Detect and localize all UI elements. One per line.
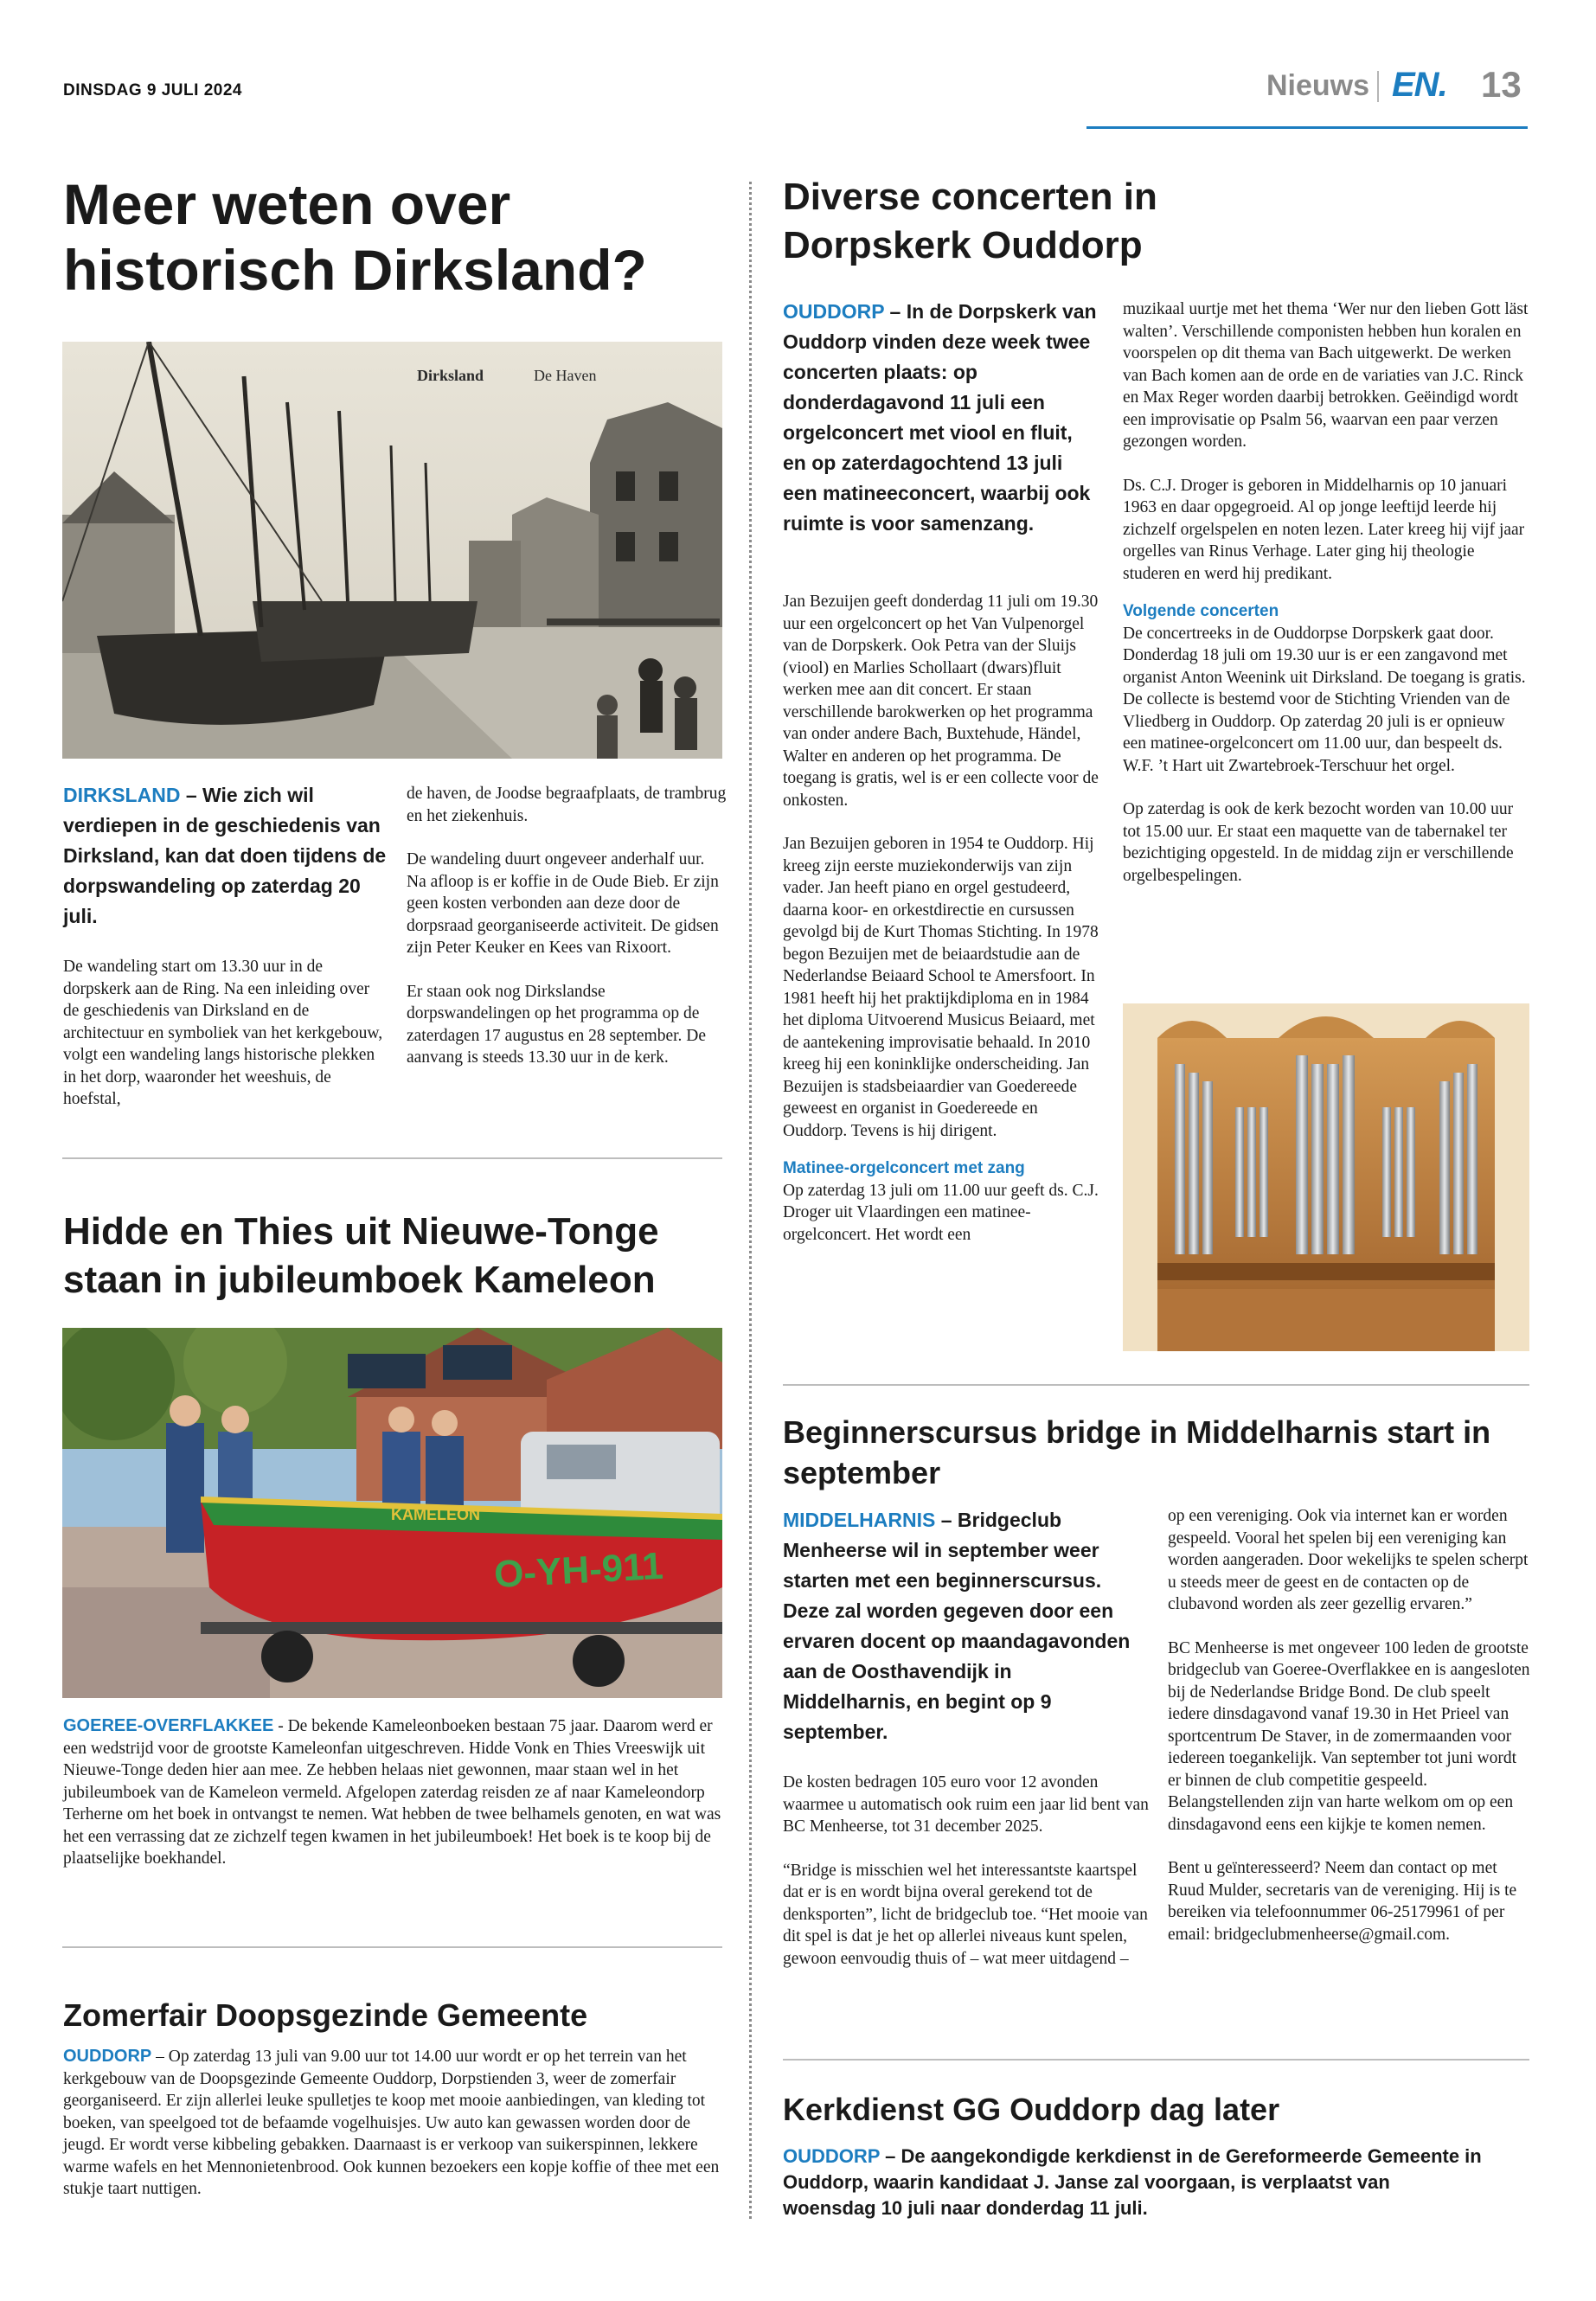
section-rule [783,2059,1529,2061]
paragraph: De concertreeks in de Ouddorpse Dorpskerk gaat door. Donderdag 18 juli om 19.30 uur is er een zangavond met organist Anton Weenink uit Dirksland. De toegang is gratis. De collecte is bestemd voor de Stichting Vrienden van de Vliedberg in Ouddorp. Op zaterdag 20 juli is er opnieuw een matinee-orgelconcert om 11.00 uur, dan bespeelt ds. W.F. ’t Hart uit Zwartebroek-Terschuur het orgel. [1123,624,1526,775]
paragraph: Ds. C.J. Droger is geboren in Middelharnis op 10 januari 1963 en daar opgegroeid. Al op jonge leeftijd leerde hij zichzelf orgelspelen en noten lezen. Later kreeg hij vijf jaar orgelles van Rinus Verhage. Later ging hij theologie studeren en werd hij predikant. [1123,476,1525,583]
paragraph: Op zaterdag is ook de kerk bezocht worden van 10.00 uur tot 15.00 uur. Er staat een maquette van de tabernakel ter bezichtiging opgesteld. In de middag zijn er verschillende orgelbespelingen. [1123,800,1514,885]
lead-dirksland [63,780,392,932]
photo-caption-haven: De Haven [534,367,597,384]
body-bridge-col1 [783,1772,1151,1991]
article-title-kameleon: Hidde en Thies uit Nieuwe-Tonge staan in jubileumboek Kameleon [63,1210,659,1301]
subheading-volgende: Volgende concerten [1123,602,1279,620]
photo-church-organ [1123,1003,1529,1351]
body-concerten-col2 [1123,298,1529,908]
kicker-zomerfair: OUDDORP [63,2047,152,2066]
paragraph: De wandeling duurt ongeveer anderhalf uur. Na afloop is er koffie in de Oude Bieb. Er zijn geen kosten verbonden aan deze door de dorpsraad georganiseerde activiteit. De gidsen zijn Peter Keuker en Kees van Rixoort. [407,850,719,957]
lead-text-dirksland: – Wie zich wil verdiepen in de geschiedenis van Dirksland, kan dat doen tijdens de dorpswandeling op zaterdag 20 juli. [63,784,387,927]
paragraph: De kosten bedragen 105 euro voor 12 avonden waarmee u automatisch ook ruim een jaar lid bent van BC Menheerse, tot 31 december 2025. [783,1773,1149,1836]
lead-text-bridge: – Bridgeclub Menheerse wil in september weer starten met een beginnerscursus. Deze zal worden gegeven door een ervaren docent op maandagavonden aan de Oosthavendijk in Middelharnis, en begint op 9 september. [783,1509,1131,1743]
article-title-dirksland: Meer weten over historisch Dirksland? [63,172,647,302]
paragraph: Jan Bezuijen geeft donderdag 11 juli om 19.30 uur een orgelconcert op het Van Vulpenorgel van de Dorpskerk. Ook Petra van der Sluijs (viool) en Marlies Schollaart (dwars)fluit werken mee aan dit concert. Er staan verschillende barokwerken op het programma van onder andere Bach, Buxtehude, Händel, Walter en anderen op het programma. De toegang is gratis, wel is er een collecte voor de onkosten. [783,593,1099,810]
publication-logo: EN. [1392,66,1447,104]
lead-text-kerkdienst: – De aangekondigde kerkdienst in de Gereformeerde Gemeente in Ouddorp, waarin kandidaat J. Janse zal voorgaan, is verplaatst van woensdag 10 juli naar donderdag 11 juli. [783,2145,1482,2219]
body-dirksland-col2 [407,783,727,1091]
body-text-kameleon: - De bekende Kameleonboeken bestaan 75 jaar. Daarom werd er een wedstrijd voor de grootste Kameleonfan uitgeschreven. Hidde Vonk en Thies Vreeswijk uit Nieuwe-Tonge deden hier aan mee. Ze hebben helaas niet gewonnen, maar staan wel in het jubileumboek van de Kameleon vermeld. Afgelopen zaterdag reisden ze af naar Kameleondorp Terherne om het boek in ontvangst te nemen. Wat hebben de twee belhamels genoten, en wat was het een verrassing dat ze zichzelf tegen kwamen in het jubileumboek! Het boek is te koop bij de plaatselijke boekhandel. [63,1717,721,1868]
section-label: Nieuws [1266,69,1370,102]
photo-dirksland-haven [62,342,722,759]
paragraph: op een vereniging. Ook via internet kan er worden gespeeld. Vooral het spelen bij een vereniging kan worden aangeraden. Door wekelijks te spelen scherpt u steeds meer de geest en de contacten op de clubavond worden als zeer gezellig ervaren.” [1168,1507,1529,1613]
kicker-bridge: MIDDELHARNIS [783,1509,936,1531]
kicker-kerkdienst: OUDDORP [783,2145,881,2167]
kicker-dirksland: DIRKSLAND [63,784,181,806]
paragraph: “Bridge is misschien wel het interessantste kaartspel dat er is en wordt bijna overal gerekend tot de denksporten”, licht de bridgeclub toe. “Het mooie van dit spel is dat je het op allerlei niveaus kunt spelen, gewoon eenvoudig thuis of – wat meer uitdagend – [783,1861,1148,1968]
boat-name: KAMELEON [391,1506,480,1523]
paragraph: Jan Bezuijen geboren in 1954 te Ouddorp. Hij kreeg zijn eerste muziekonderwijs van zijn vader. Jan heeft piano en orgel gestudeerd, daarna koor- en orkestdirectie en cursussen gevolgd bij de Kurt Thomas Stichting. In 1978 begon Bezuijen met de beiaardstudie aan de Nederlandse Beiaard School te Amersfoort. In 1981 heeft hij het praktijkdiploma en in 1984 het diploma Uitvoerend Musicus Beiaard, met de aantekening improvisatie behaald. In 2010 kreeg hij een koninklijke onderscheiding. Jan Bezuijen is stadsbeiaardier van Goedereede geweest en organist in Goedereede en Ouddorp. Tevens is hij dirigent. [783,835,1099,1140]
body-concerten-col1 [783,591,1099,1267]
photo-caption-dirksland: Dirksland [417,367,484,384]
subheading-matinee: Matinee-orgelconcert met zang [783,1159,1025,1177]
lead-text-concerten: – In de Dorpskerk van Ouddorp vinden deze week twee concerten plaats: op donderdagavond 11 juli een orgelconcert met viool en fluit, en op zaterdagochtend 13 juli een matineeconcert, waarbij ook ruimte is voor samenzang. [783,300,1097,535]
page-number: 13 [1481,64,1522,105]
lead-concerten [783,297,1099,539]
paragraph: Er staan ook nog Dirkslandse dorpswandelingen op het programma op de zaterdagen 17 augustus en 28 september. De aanvang is steeds 13.30 uur in de kerk. [407,982,707,1067]
paragraph: BC Menheerse is met ongeveer 100 leden de grootste bridgeclub van Goeree-Overflakkee en is aangesloten bij de Nederlandse Bridge Bond. De club speelt iedere dinsdagavond vanaf 19.30 in Het Prieel van sportcentrum De Staver, in de zomermaanden voor iedereen toegankelijk. Van september tot juni wordt er binnen de club competitie gespeeld. Belangstellenden zijn van harte welkom om op een dinsdagavond eens een kijkje te komen nemen. [1168,1638,1530,1834]
lead-bridge [783,1505,1138,1747]
body-text-zomerfair: – Op zaterdag 13 juli van 9.00 uur tot 14.00 uur wordt er op het terrein van het kerkgebouw van de Doopsgezinde Gemeente Ouddorp, Dorpstienden 3, weer de zomerfair georganiseerd. Er zijn allerlei leuke spulletjes te koop met mooie aanbiedingen, van kleding tot boeken, van speelgoed tot de befaamde vogelhuisjes. Uw auto kan gewassen worden door de jeugd. Er wordt verse kibbeling gebakken. Daarnaast is er verkoop van suikerspinnen, lekkere warme wafels en het Mennonietenbrood. Ook kunnen bezoekers een kopje koffie of thee met een stukje taart nuttigen. [63,2048,720,2198]
boat-registration: O-YH-911 [492,1544,664,1596]
article-title-kerkdienst: Kerkdienst GG Ouddorp dag later [783,2092,1280,2127]
section-rule [783,1384,1529,1386]
section-rule [62,1946,722,1948]
paragraph: muzikaal uurtje met het thema ‘Wer nur den lieben Gott läst walten’. Verschillende componisten hebben hun koralen en voorspelen op dit thema van Bach uitgewerkt. De werken van Bach komen aan de orde en de variaties van J.C. Rinck en Max Reger worden daarbij betrokken. Geëindigd wordt een improvisatie op Psalm 56, waarvan een paar verzen gezongen worden. [1123,300,1529,451]
lead-kerkdienst [783,2144,1484,2221]
body-dirksland-col1 [63,956,385,1132]
paragraph: De wandeling start om 13.30 uur in de dorpskerk aan de Ring. Na een inleiding over de geschiedenis van Dirksland en de architectuur en symboliek van het kerkgebouw, volgt een wandeling langs historische plekken in het dorp, waaronder het weeshuis, de hoefstal, [63,958,383,1108]
body-zomerfair [63,2046,729,2222]
header-rule [1086,126,1528,129]
paragraph: Op zaterdag 13 juli om 11.00 uur geeft ds. C.J. Droger uit Vlaardingen een matinee-orgelconcert. Het wordt een [783,1181,1099,1244]
issue-date: DINSDAG 9 JULI 2024 [63,81,242,99]
article-title-bridge: Beginnerscursus bridge in Middelharnis start in september [783,1414,1491,1490]
column-divider [749,182,752,2219]
body-kameleon [63,1715,729,1892]
article-title-concerten: Diverse concerten in Dorpskerk Ouddorp [783,176,1157,266]
kicker-kameleon: GOEREE-OVERFLAKKEE [63,1716,274,1735]
paragraph: Bent u geïnteresseerd? Neem dan contact op met Ruud Mulder, secretaris van de vereniging. Hij is te bereiken via telefoonnummer 06-25179961 of per email: bridgeclubmenheerse@gmail.com. [1168,1859,1517,1944]
body-bridge-col2 [1168,1505,1531,1967]
paragraph: de haven, de Joodse begraafplaats, de trambrug en het ziekenhuis. [407,785,727,825]
photo-kameleon-boat [62,1328,722,1698]
section-rule [62,1157,722,1159]
section-divider [1377,71,1379,102]
article-title-zomerfair: Zomerfair Doopsgezinde Gemeente [63,1997,588,2033]
kicker-concerten: OUDDORP [783,300,885,323]
